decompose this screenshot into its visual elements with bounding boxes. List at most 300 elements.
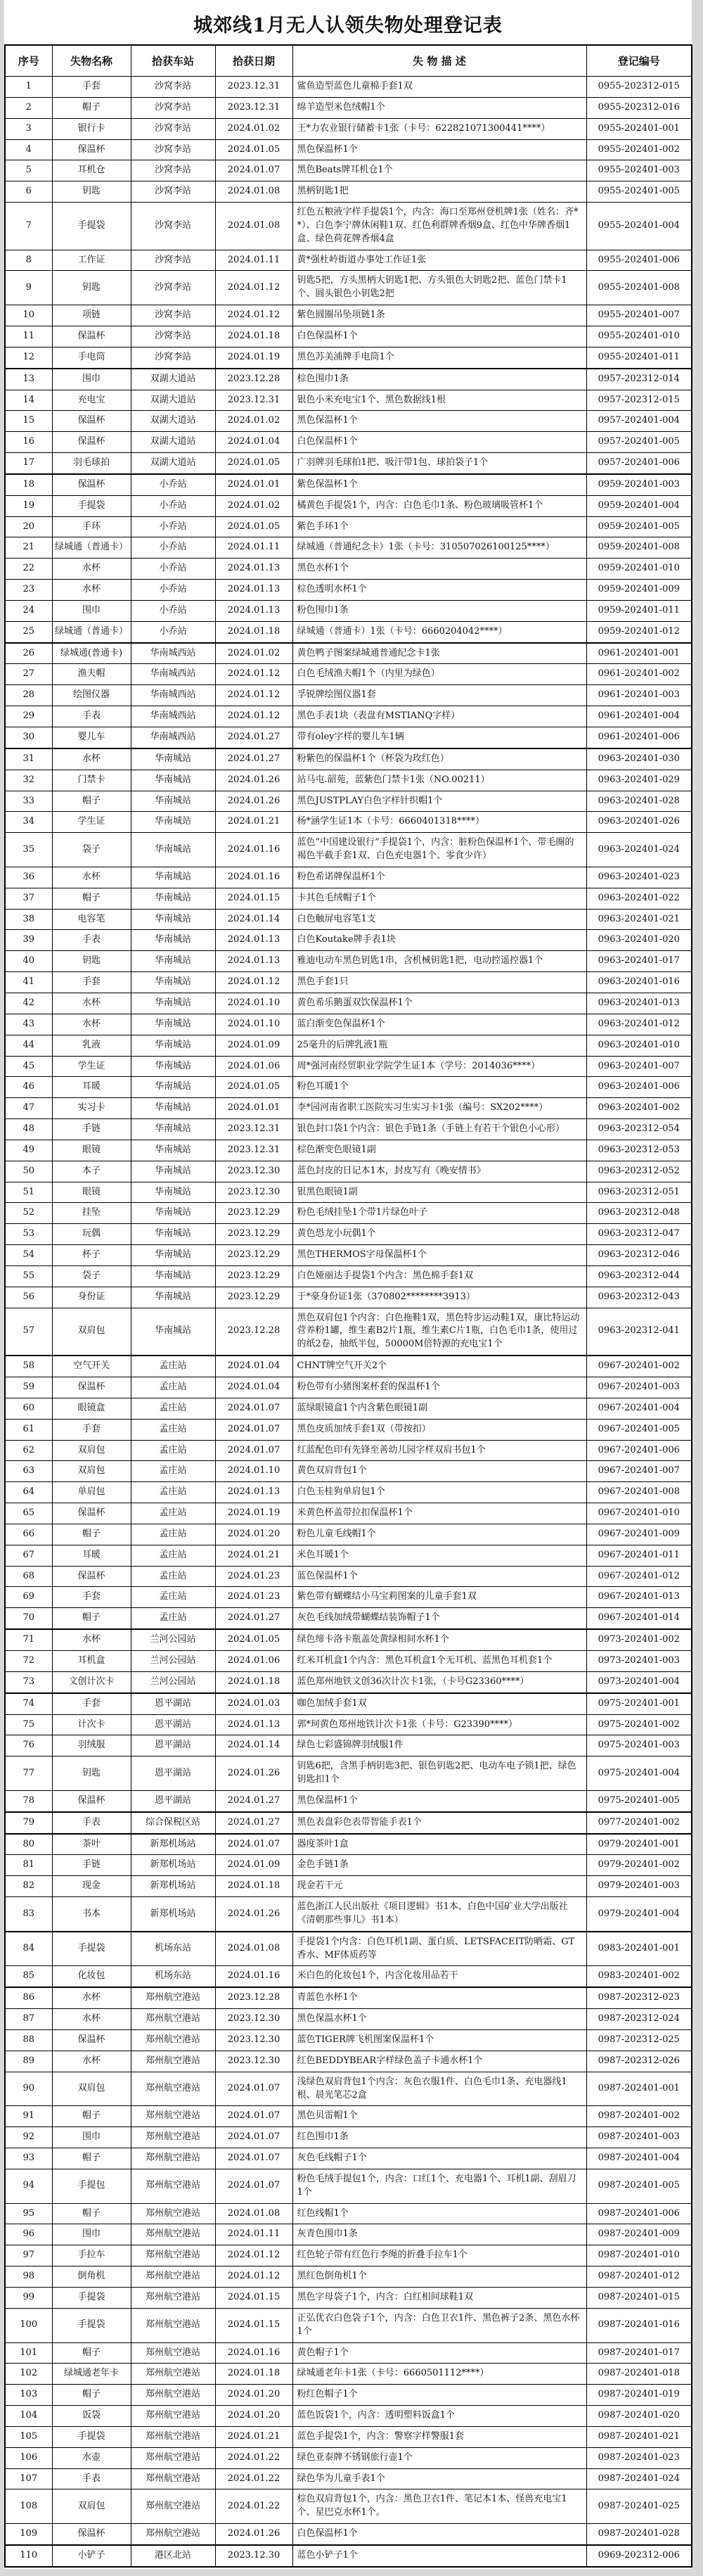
cell-station: 郑州航空港站	[131, 2051, 215, 2072]
cell-date: 2024.01.27	[215, 1812, 292, 1834]
cell-serial: 88	[5, 2030, 52, 2051]
cell-item-name: 围巾	[52, 2127, 131, 2148]
cell-description: 蓝色TIGER牌飞机图案保温杯1个	[292, 2030, 586, 2051]
cell-station: 孟庄站	[131, 1440, 215, 1461]
cell-serial: 37	[5, 888, 52, 909]
cell-reg-no: 0955-202401-004	[586, 203, 692, 250]
cell-reg-no: 0963-202401-029	[586, 770, 692, 791]
col-header-serial: 序号	[5, 45, 52, 77]
cell-description: 黑色贝雷帽1个	[292, 2106, 586, 2127]
cell-date: 2024.01.04	[215, 432, 292, 453]
table-row	[5, 181, 692, 203]
cell-reg-no: 0959-202401-005	[586, 516, 692, 537]
table-row	[5, 2406, 692, 2427]
table-row	[5, 664, 692, 685]
cell-description: 蓝色手提袋1个，内含：警察字样警服1套	[292, 2426, 586, 2447]
cell-station: 孟庄站	[131, 1608, 215, 1629]
cell-description: 黑色苏美浦牌手电筒1个	[292, 347, 586, 368]
table-row	[5, 1650, 692, 1671]
cell-serial: 92	[5, 2127, 52, 2148]
cell-description: 蓝色郑州地铁文创36次计次卡1张，（卡号G23360****）	[292, 1671, 586, 1692]
table-row	[5, 2545, 692, 2567]
cell-reg-no: 0963-202401-007	[586, 1056, 692, 1077]
cell-date: 2023.12.29	[215, 1245, 292, 1266]
cell-description: 黑色皮质加绒手套1双（带按扣）	[292, 1419, 586, 1440]
cell-reg-no: 0955-202401-007	[586, 305, 692, 326]
table-row	[5, 1014, 692, 1035]
cell-description: 黄色双肩背包1个	[292, 1461, 586, 1482]
cell-reg-no: 0967-202401-007	[586, 1461, 692, 1482]
cell-description: 黑柄钥匙1把	[292, 181, 586, 203]
cell-station: 郑州航空港站	[131, 2127, 215, 2148]
cell-station: 小乔站	[131, 621, 215, 642]
cell-serial: 76	[5, 1735, 52, 1756]
table-row	[5, 1203, 692, 1224]
cell-reg-no: 0963-202312-044	[586, 1265, 692, 1287]
cell-station: 孟庄站	[131, 1482, 215, 1503]
cell-station: 郑州航空港站	[131, 2364, 215, 2385]
cell-serial: 86	[5, 1987, 52, 2008]
table-row	[5, 495, 692, 516]
cell-serial: 104	[5, 2406, 52, 2427]
cell-date: 2024.01.20	[215, 1524, 292, 1545]
cell-description: 青蓝色水杯1个	[292, 1987, 586, 2008]
cell-reg-no: 0987-202401-009	[586, 2224, 692, 2245]
cell-reg-no: 0987-202401-018	[586, 2364, 692, 2385]
cell-station: 郑州航空港站	[131, 2106, 215, 2127]
cell-description: 蓝白渐变色保温杯1个	[292, 1014, 586, 1035]
cell-serial: 24	[5, 600, 52, 621]
cell-station: 郑州航空港站	[131, 2266, 215, 2288]
cell-item-name: 手拉车	[52, 2245, 131, 2266]
cell-serial: 85	[5, 1966, 52, 1987]
table-row	[5, 1834, 692, 1855]
cell-item-name: 帽子	[52, 1608, 131, 1629]
cell-item-name: 手表	[52, 2468, 131, 2489]
cell-station: 小乔站	[131, 474, 215, 495]
cell-reg-no: 0963-202401-010	[586, 1035, 692, 1056]
cell-date: 2024.01.08	[215, 2203, 292, 2224]
cell-serial: 100	[5, 2308, 52, 2342]
table-row	[5, 2009, 692, 2030]
table-row	[5, 833, 692, 867]
table-row	[5, 2364, 692, 2385]
cell-station: 华南城站	[131, 1308, 215, 1356]
cell-description: 银色封口袋1个内含：银色手链1条（手链上有若干个银色小心形）	[292, 1119, 586, 1140]
cell-reg-no: 0963-202401-012	[586, 1014, 692, 1035]
cell-item-name: 手提袋	[52, 2308, 131, 2342]
cell-item-name: 水壶	[52, 2447, 131, 2468]
cell-description: 手提袋1个内含：白色耳机1副、蛋白质、LETSFACEIT防晒霜、GT香水、MF体质药等	[292, 1932, 586, 1966]
cell-serial: 34	[5, 812, 52, 833]
cell-item-name: 杯子	[52, 1245, 131, 1266]
cell-reg-no: 0987-202401-003	[586, 2127, 692, 2148]
cell-date: 2024.01.13	[215, 1714, 292, 1735]
cell-station: 沙窝李站	[131, 271, 215, 305]
cell-date: 2024.01.13	[215, 580, 292, 601]
cell-serial: 13	[5, 369, 52, 390]
cell-item-name: 保温杯	[52, 411, 131, 432]
cell-description: 绿色七彩盛锦牌羽绒服1件	[292, 1735, 586, 1756]
cell-date: 2024.01.05	[215, 516, 292, 537]
table-row	[5, 250, 692, 271]
cell-date: 2024.01.12	[215, 972, 292, 993]
cell-serial: 77	[5, 1756, 52, 1791]
cell-reg-no: 0963-202312-051	[586, 1182, 692, 1203]
table-row	[5, 97, 692, 118]
cell-reg-no: 0955-202401-005	[586, 181, 692, 203]
cell-description: 卡其色毛绒帽子1个	[292, 888, 586, 909]
table-row	[5, 1545, 692, 1566]
cell-station: 华南城站	[131, 1287, 215, 1308]
cell-station: 沙窝李站	[131, 97, 215, 118]
cell-description: 银黑色眼镜1副	[292, 1182, 586, 1203]
cell-date: 2024.01.10	[215, 1014, 292, 1035]
page-title: 城郊线1月无人认领失物处理登记表	[193, 15, 503, 37]
cell-station: 郑州航空港站	[131, 2426, 215, 2447]
cell-reg-no: 0963-202401-013	[586, 993, 692, 1014]
cell-serial: 22	[5, 559, 52, 580]
cell-serial: 35	[5, 833, 52, 867]
cell-item-name: 单肩包	[52, 1482, 131, 1503]
cell-reg-no: 0979-202401-001	[586, 1834, 692, 1855]
cell-reg-no: 0979-202401-003	[586, 1876, 692, 1897]
cell-item-name: 保温杯	[52, 139, 131, 160]
cell-station: 双湖大道站	[131, 411, 215, 432]
cell-reg-no: 0973-202401-004	[586, 1671, 692, 1692]
cell-item-name: 双肩包	[52, 2489, 131, 2524]
cell-description: 棕色渐变色眼镜1副	[292, 1140, 586, 1161]
cell-date: 2023.12.30	[215, 1161, 292, 1182]
cell-station: 小乔站	[131, 495, 215, 516]
cell-item-name: 学生证	[52, 1056, 131, 1077]
cell-description: 粉色毛绒手提包1个，内含：口红1个、充电器1个、耳机1副、刮眉刀1个	[292, 2169, 586, 2203]
cell-description: 25毫升的后牌乳液1瓶	[292, 1035, 586, 1056]
table-row	[5, 118, 692, 139]
cell-reg-no: 0955-202312-015	[586, 77, 692, 98]
cell-item-name: 眼镜盒	[52, 1398, 131, 1419]
cell-item-name: 保温杯	[52, 1790, 131, 1811]
cell-item-name: 围巾	[52, 2224, 131, 2245]
table-row	[5, 1482, 692, 1503]
cell-serial: 80	[5, 1834, 52, 1855]
cell-station: 郑州航空港站	[131, 2524, 215, 2545]
table-row	[5, 1098, 692, 1119]
cell-description: 钥匙5把，方头黑柄大钥匙1把、方头银色大钥匙2把、蓝色门禁卡1个、圆头银色小钥匙2把	[292, 271, 586, 305]
table-row	[5, 643, 692, 664]
cell-serial: 52	[5, 1203, 52, 1224]
cell-date: 2024.01.07	[215, 2169, 292, 2203]
cell-date: 2024.01.12	[215, 2266, 292, 2288]
cell-item-name: 手提袋	[52, 2287, 131, 2308]
cell-description: 黑色保温杯1个	[292, 1790, 586, 1811]
cell-date: 2024.01.11	[215, 250, 292, 271]
cell-serial: 101	[5, 2342, 52, 2364]
cell-serial: 90	[5, 2072, 52, 2106]
cell-description: 黑色Beats牌耳机仓1个	[292, 160, 586, 181]
cell-station: 华南城站	[131, 1224, 215, 1245]
cell-station: 华南城站	[131, 1056, 215, 1077]
table-row	[5, 2127, 692, 2148]
cell-item-name: 手套	[52, 972, 131, 993]
cell-item-name: 计次卡	[52, 1714, 131, 1735]
cell-station: 孟庄站	[131, 1545, 215, 1566]
cell-serial: 23	[5, 580, 52, 601]
col-header-date: 拾获日期	[215, 45, 292, 77]
cell-serial: 66	[5, 1524, 52, 1545]
cell-reg-no: 0961-202401-002	[586, 664, 692, 685]
cell-reg-no: 0973-202401-003	[586, 1650, 692, 1671]
cell-date: 2024.01.16	[215, 1966, 292, 1987]
table-row	[5, 888, 692, 909]
cell-description: 白色保温杯1个	[292, 432, 586, 453]
cell-date: 2024.01.13	[215, 1482, 292, 1503]
cell-serial: 73	[5, 1671, 52, 1692]
cell-serial: 107	[5, 2468, 52, 2489]
cell-date: 2024.01.18	[215, 2364, 292, 2385]
cell-date: 2024.01.18	[215, 1671, 292, 1692]
cell-item-name: 门禁卡	[52, 770, 131, 791]
cell-reg-no: 0963-202401-028	[586, 791, 692, 812]
cell-serial: 64	[5, 1482, 52, 1503]
cell-station: 恩平湖站	[131, 1693, 215, 1714]
cell-description: 黑色保温杯1个	[292, 411, 586, 432]
cell-reg-no: 0987-202401-024	[586, 2468, 692, 2489]
cell-station: 恩平湖站	[131, 1735, 215, 1756]
cell-date: 2024.01.13	[215, 600, 292, 621]
cell-serial: 108	[5, 2489, 52, 2524]
cell-serial: 75	[5, 1714, 52, 1735]
cell-item-name: 手表	[52, 930, 131, 951]
cell-serial: 82	[5, 1876, 52, 1897]
cell-date: 2024.01.16	[215, 833, 292, 867]
cell-station: 华南城西站	[131, 643, 215, 664]
cell-description: 绿色亚泰牌不锈钢旅行壶1个	[292, 2447, 586, 2468]
table-row	[5, 1377, 692, 1398]
cell-station: 恩平湖站	[131, 1756, 215, 1791]
cell-description: 黑色双肩包1个内含：白色拖鞋1双，黑色特步运动鞋1双，康比特运动营养粉1罐，维生素B2片1瓶，维生素C片1瓶，白色毛巾1条，使用过的纸2卷，抽纸半包，50000M倍特源的充电宝1个	[292, 1308, 586, 1356]
cell-date: 2023.12.28	[215, 1987, 292, 2008]
cell-serial: 18	[5, 474, 52, 495]
table-row	[5, 2266, 692, 2288]
cell-description: 金色手链1条	[292, 1855, 586, 1876]
table-row	[5, 77, 692, 98]
table-row	[5, 1524, 692, 1545]
cell-reg-no: 0987-202401-012	[586, 2266, 692, 2288]
table-row	[5, 1966, 692, 1987]
cell-date: 2024.01.22	[215, 2447, 292, 2468]
cell-description: 紫色手环1个	[292, 516, 586, 537]
cell-date: 2024.01.12	[215, 2245, 292, 2266]
cell-date: 2024.01.12	[215, 305, 292, 326]
cell-reg-no: 0975-202401-003	[586, 1735, 692, 1756]
cell-serial: 67	[5, 1545, 52, 1566]
cell-serial: 40	[5, 951, 52, 972]
cell-date: 2024.01.27	[215, 1790, 292, 1811]
cell-reg-no: 0967-202401-003	[586, 1377, 692, 1398]
table-row	[5, 1398, 692, 1419]
cell-reg-no: 0967-202401-011	[586, 1545, 692, 1566]
cell-reg-no: 0987-202401-016	[586, 2308, 692, 2342]
table-row	[5, 2308, 692, 2342]
table-row	[5, 930, 692, 951]
cell-description: 白色Koutake牌手表1块	[292, 930, 586, 951]
table-row	[5, 1119, 692, 1140]
cell-date: 2024.01.12	[215, 685, 292, 706]
cell-reg-no: 0967-202401-009	[586, 1524, 692, 1545]
cell-station: 沙窝李站	[131, 305, 215, 326]
cell-date: 2024.01.07	[215, 1419, 292, 1440]
cell-description: 黑色THERMOS字母保温杯1个	[292, 1245, 586, 1266]
cell-description: 蓝色保温杯1个	[292, 1566, 586, 1587]
cell-description: 紫色保温杯1个	[292, 474, 586, 495]
table-row	[5, 1224, 692, 1245]
cell-reg-no: 0963-202401-006	[586, 1077, 692, 1098]
table-row	[5, 1140, 692, 1161]
cell-serial: 93	[5, 2148, 52, 2169]
cell-date: 2024.01.12	[215, 706, 292, 727]
table-row	[5, 2447, 692, 2468]
cell-item-name: 手提袋	[52, 203, 131, 250]
table-row	[5, 1077, 692, 1098]
cell-date: 2023.12.30	[215, 2030, 292, 2051]
cell-description: 李*园河南省职工医院实习生实习卡1张（编号：SX202****）	[292, 1098, 586, 1119]
cell-reg-no: 0967-202401-008	[586, 1482, 692, 1503]
cell-station: 孟庄站	[131, 1587, 215, 1608]
cell-serial: 17	[5, 453, 52, 474]
cell-description: 紫色圆圈吊坠项链1条	[292, 305, 586, 326]
cell-station: 华南城西站	[131, 727, 215, 748]
cell-item-name: 保温杯	[52, 326, 131, 347]
table-row	[5, 1608, 692, 1629]
cell-item-name: 文创计次卡	[52, 1671, 131, 1692]
cell-item-name: 水杯	[52, 559, 131, 580]
table-row	[5, 1897, 692, 1932]
table-row	[5, 685, 692, 706]
table-row	[5, 621, 692, 642]
cell-reg-no: 0987-202312-026	[586, 2051, 692, 2072]
cell-item-name: 手表	[52, 1812, 131, 1834]
table-row	[5, 453, 692, 474]
cell-serial: 91	[5, 2106, 52, 2127]
cell-date: 2024.01.07	[215, 2072, 292, 2106]
cell-date: 2024.01.07	[215, 1440, 292, 1461]
cell-date: 2024.01.23	[215, 1566, 292, 1587]
cell-station: 沙窝李站	[131, 139, 215, 160]
cell-description: 蓝色浙江人民出版社《项目逻辑》书1本、白色中国矿业大学出版社《清朝那些事儿》书1本）	[292, 1897, 586, 1932]
cell-date: 2024.01.10	[215, 993, 292, 1014]
cell-station: 新郑机场站	[131, 1897, 215, 1932]
cell-date: 2024.01.11	[215, 2224, 292, 2245]
table-row	[5, 1056, 692, 1077]
table-row	[5, 812, 692, 833]
cell-station: 华南城站	[131, 930, 215, 951]
cell-date: 2024.01.13	[215, 559, 292, 580]
cell-description: 红色五粮液字样手提袋1个，内含：海口至郑州登机牌1张（姓名：齐**）、白色李宁牌休闲鞋1双、红色利群牌香烟9盒、红色中华牌香烟1盒、绿色荷花牌香烟4盒	[292, 203, 586, 250]
cell-item-name: 钥匙	[52, 181, 131, 203]
table-row	[5, 867, 692, 888]
cell-reg-no: 0987-202401-020	[586, 2406, 692, 2427]
cell-date: 2024.01.21	[215, 1545, 292, 1566]
cell-serial: 33	[5, 791, 52, 812]
cell-serial: 56	[5, 1287, 52, 1308]
cell-date: 2024.01.08	[215, 181, 292, 203]
cell-station: 华南城西站	[131, 685, 215, 706]
cell-item-name: 双肩包	[52, 1461, 131, 1482]
table-row	[5, 1855, 692, 1876]
cell-description: 黑色保温水杯1个	[292, 2009, 586, 2030]
cell-item-name: 手套	[52, 1587, 131, 1608]
cell-reg-no: 0987-202401-005	[586, 2169, 692, 2203]
cell-serial: 59	[5, 1377, 52, 1398]
cell-date: 2024.01.26	[215, 1897, 292, 1932]
cell-reg-no: 0963-202312-041	[586, 1308, 692, 1356]
cell-description: 蓝色小铲子1个	[292, 2545, 586, 2567]
cell-serial: 48	[5, 1119, 52, 1140]
cell-serial: 96	[5, 2224, 52, 2245]
table-row	[5, 1461, 692, 1482]
cell-item-name: 工作证	[52, 250, 131, 271]
cell-serial: 47	[5, 1098, 52, 1119]
cell-item-name: 学生证	[52, 812, 131, 833]
table-row	[5, 2203, 692, 2224]
cell-date: 2024.01.20	[215, 2385, 292, 2406]
cell-station: 郑州航空港站	[131, 2406, 215, 2427]
table-row	[5, 909, 692, 930]
table-row	[5, 1714, 692, 1735]
cell-description: 棕色围巾1条	[292, 369, 586, 390]
cell-description: 周*强河南经贸职业学院学生证1本（学号：2014036****）	[292, 1056, 586, 1077]
cell-station: 郑州航空港站	[131, 2342, 215, 2364]
cell-reg-no: 0959-202401-009	[586, 580, 692, 601]
cell-station: 郑州航空港站	[131, 2009, 215, 2030]
cell-item-name: 手套	[52, 1693, 131, 1714]
cell-reg-no: 0963-202312-047	[586, 1224, 692, 1245]
cell-reg-no: 0987-202401-006	[586, 2203, 692, 2224]
cell-station: 华南城西站	[131, 706, 215, 727]
cell-date: 2024.01.16	[215, 2342, 292, 2364]
cell-date: 2024.01.15	[215, 2308, 292, 2342]
table-row	[5, 2051, 692, 2072]
cell-reg-no: 0987-202401-019	[586, 2385, 692, 2406]
table-row	[5, 2245, 692, 2266]
cell-reg-no: 0961-202401-006	[586, 727, 692, 748]
cell-serial: 10	[5, 305, 52, 326]
cell-date: 2024.01.07	[215, 160, 292, 181]
cell-serial: 70	[5, 1608, 52, 1629]
cell-station: 机场东站	[131, 1966, 215, 1987]
cell-station: 郑州航空港站	[131, 2169, 215, 2203]
cell-reg-no: 0967-202401-014	[586, 1608, 692, 1629]
cell-station: 华南城站	[131, 1161, 215, 1182]
cell-reg-no: 0987-202401-002	[586, 2106, 692, 2127]
cell-description: 红色BEDDYBEAR字样绿色盖子卡通水杯1个	[292, 2051, 586, 2072]
cell-item-name: 小铲子	[52, 2545, 131, 2567]
cell-reg-no: 0957-202312-014	[586, 369, 692, 390]
cell-serial: 99	[5, 2287, 52, 2308]
cell-station: 沙窝李站	[131, 77, 215, 98]
cell-serial: 84	[5, 1932, 52, 1966]
cell-reg-no: 0963-202401-023	[586, 867, 692, 888]
cell-station: 华南城站	[131, 867, 215, 888]
cell-reg-no: 0987-202312-025	[586, 2030, 692, 2051]
cell-reg-no: 0955-202401-010	[586, 326, 692, 347]
cell-date: 2024.01.23	[215, 1587, 292, 1608]
cell-reg-no: 0967-202401-010	[586, 1503, 692, 1524]
cell-reg-no: 0955-202401-002	[586, 139, 692, 160]
cell-serial: 62	[5, 1440, 52, 1461]
cell-description: 绿城通（普通纪念卡）1张（卡号：310507026100125****）	[292, 537, 586, 559]
